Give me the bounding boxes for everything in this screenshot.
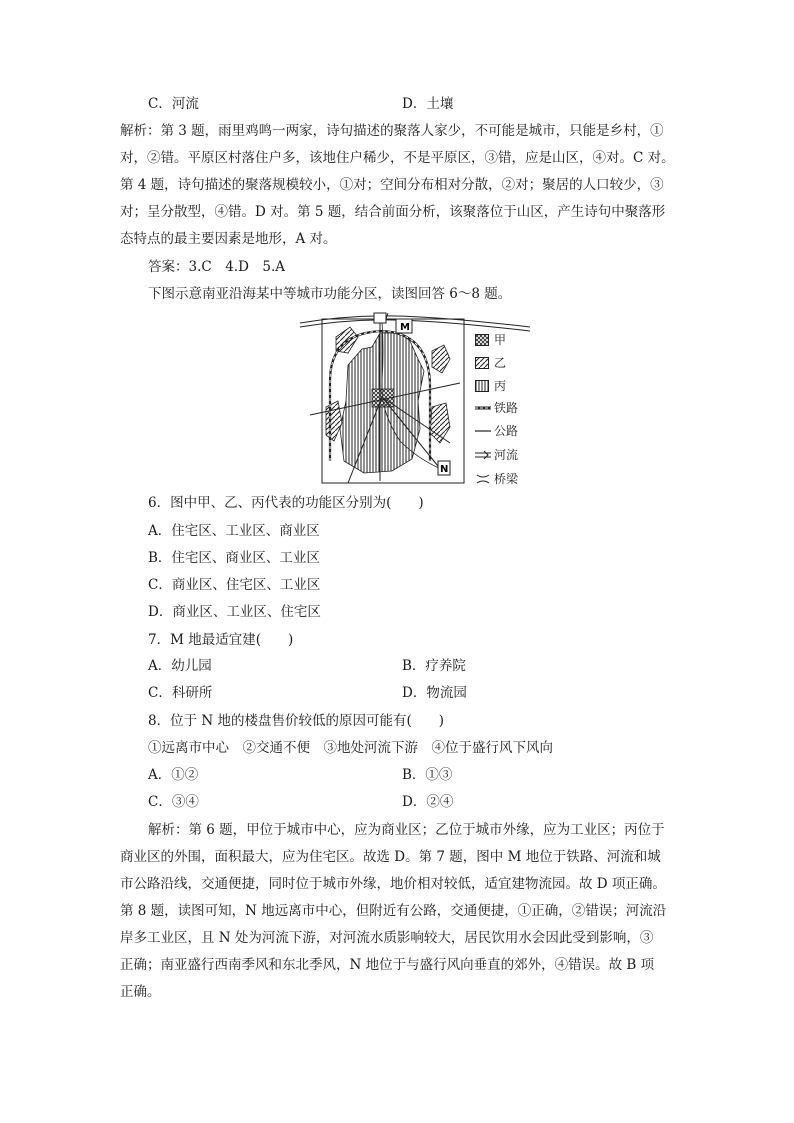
yi-zone xyxy=(432,345,450,373)
q7-option-b: B．疗养院 xyxy=(402,658,466,674)
q7-options-row2 xyxy=(148,683,688,703)
q7-stem: 7．M 地最适宜建( ) xyxy=(148,632,294,648)
railway-icon xyxy=(475,402,491,414)
q8-stem: 8．位于 N 地的楼盘售价较低的原因可能有( ) xyxy=(148,713,445,729)
river-line xyxy=(300,316,530,327)
q8-option-b: B．①③ xyxy=(402,767,453,783)
q7-options-row1 xyxy=(148,656,688,676)
analysis-line: 岸多工业区，且 N 处为河流下游，对河流水质影响较大，居民饮用水会因此受到影响，③ xyxy=(120,930,654,946)
analysis-line: 对；呈分散型，④错。D 对。第 5 题，结合前面分析，该聚落位于山区，产生诗句中聚落形 xyxy=(120,204,666,220)
option-d: D．土壤 xyxy=(402,96,454,112)
legend-label: 铁路 xyxy=(494,401,519,415)
highway-icon xyxy=(475,425,491,437)
q6-option-d: D．商业区、工业区、住宅区 xyxy=(148,604,321,620)
q8-items: ①远离市中心 ②交通不便 ③地处河流下游 ④位于盛行风下风向 xyxy=(148,740,553,756)
q6-stem: 6．图中甲、乙、丙代表的功能区分别为( ) xyxy=(148,495,424,511)
top-marker xyxy=(374,313,386,323)
analysis-line: 商业区的外围，面积最大，应为住宅区。故选 D。第 7 题，图中 M 地位于铁路、河流和城 xyxy=(120,849,661,865)
question-intro: 下图示意南亚沿海某中等城市功能分区，读图回答 6～8 题。 xyxy=(148,286,512,302)
analysis-line: 态特点的最主要因素是地形，A 对。 xyxy=(120,231,337,247)
q6-option-b: B．住宅区、商业区、工业区 xyxy=(148,550,320,566)
legend-label: 桥梁 xyxy=(494,472,519,486)
river-line-2 xyxy=(300,320,530,331)
q7-option-c: C．科研所 xyxy=(148,685,213,701)
legend-label: 丙 xyxy=(494,379,507,393)
option-c: C．河流 xyxy=(148,96,199,112)
yi-pattern-icon xyxy=(475,357,489,369)
q8-options-row2 xyxy=(148,792,688,812)
analysis-line: 市公路沿线，交通便捷，同时位于城市外缘，地价相对较低，适宜建物流园。故 D 项正确。 xyxy=(120,876,666,892)
q6-option-c: C．商业区、住宅区、工业区 xyxy=(148,577,321,593)
yi-zone xyxy=(430,403,450,443)
q8-option-a: A．①② xyxy=(148,767,199,783)
analysis-line: 正确。 xyxy=(120,984,161,1000)
q8-option-c: C．③④ xyxy=(148,794,199,810)
analysis-line: 正确；南亚盛行西南季风和东北季风，N 地位于与盛行风向垂直的郊外，④错误。故 B 项 xyxy=(120,957,655,973)
legend-label: 公路 xyxy=(494,424,519,438)
q5-options-row xyxy=(148,94,688,114)
q8-option-d: D．②④ xyxy=(402,794,454,810)
yi-zone xyxy=(326,401,342,441)
analysis-line: 第 8 题，读图可知，N 地远离市中心，但附近有公路，交通便捷，①正确，②错误；河流沿 xyxy=(120,903,667,919)
q7-option-a: A．幼儿园 xyxy=(148,658,212,674)
jia-pattern-icon xyxy=(475,334,489,346)
bing-pattern-icon xyxy=(475,380,489,392)
n-label: N xyxy=(440,464,449,475)
q8-options-row1 xyxy=(148,765,688,785)
legend-label: 甲 xyxy=(494,333,507,347)
q6-option-a: A．住宅区、工业区、商业区 xyxy=(148,523,320,539)
analysis-line: 解析：第 3 题，雨里鸡鸣一两家，诗句描述的聚落人家少，不可能是城市，只能是乡村，① xyxy=(120,123,664,139)
analysis-line: 第 4 题，诗句描述的聚落规模较小，①对；空间分布相对分散，②对；聚居的人口较少，③ xyxy=(120,177,664,193)
analysis-line: 对，②错。平原区村落住户多，该地住户稀少，不是平原区，③错，应是山区，④对。C 对。 xyxy=(120,150,675,166)
legend-label: 乙 xyxy=(494,356,507,370)
legend-label: 河流 xyxy=(494,448,519,462)
river-icon xyxy=(475,449,491,461)
bridge-icon xyxy=(475,473,491,485)
answer-line: 答案：3.C 4.D 5.A xyxy=(148,259,286,275)
analysis-line: 解析：第 6 题，甲位于城市中心，应为商业区；乙位于城市外缘，应为工业区；丙位于 xyxy=(148,822,665,838)
m-label: M xyxy=(400,322,410,333)
q7-option-d: D．物流园 xyxy=(402,685,467,701)
